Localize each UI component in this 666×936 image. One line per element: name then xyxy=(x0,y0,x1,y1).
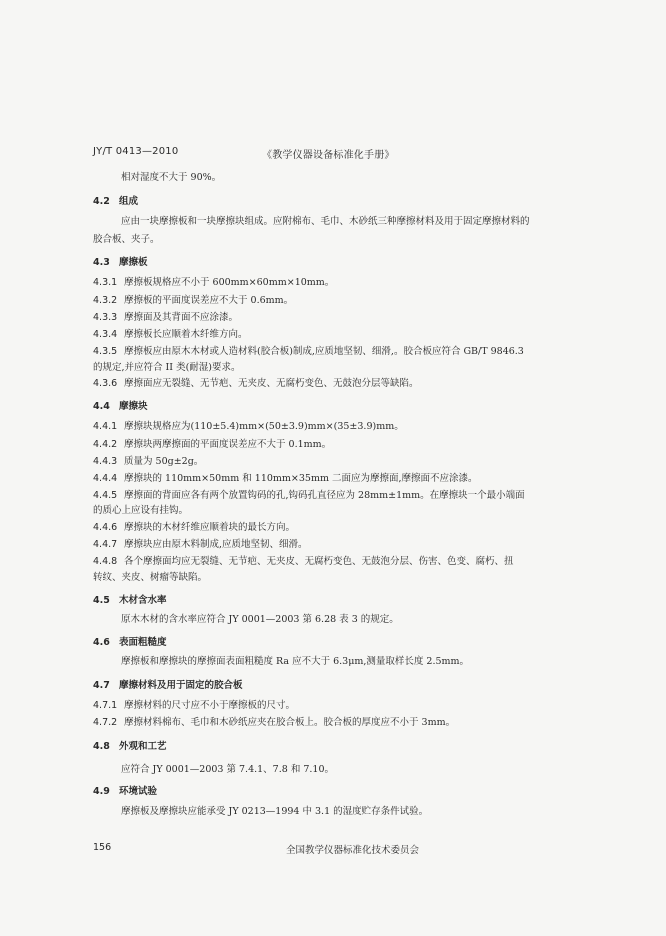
section-heading-4-2: 4.2 组成 xyxy=(93,196,139,207)
clause-4-4-4: 4.4.4 摩擦块的 110mm×50mm 和 110mm×35mm 二面应为摩擦面,摩擦面不应涂漆。 xyxy=(93,473,478,484)
clause-4-7-1: 4.7.1 摩擦材料的尺寸应不小于摩擦板的尺寸。 xyxy=(93,700,296,711)
clause-4-3-6: 4.3.6 摩擦面应无裂缝、无节疤、无夹皮、无腐朽变色、无鼓泡分层等缺陷。 xyxy=(93,378,419,389)
paragraph-appearance: 应符合 JY 0001—2003 第 7.4.1、7.8 和 7.10。 xyxy=(121,764,334,775)
page-number: 156 xyxy=(93,842,112,853)
book-title: 《教学仪器设备标准化手册》 xyxy=(262,150,395,161)
paragraph-humidity: 相对湿度不大于 90%。 xyxy=(121,172,222,183)
clause-4-4-5-cont: 的质心上应设有挂钩。 xyxy=(93,505,189,516)
paragraph-composition-1: 应由一块摩擦板和一块摩擦块组成。应附棉布、毛巾、木砂纸三种摩擦材料及用于固定摩擦材料的 xyxy=(121,216,530,227)
section-heading-4-3: 4.3 摩擦板 xyxy=(93,257,148,268)
clause-4-3-5-cont: 的规定,并应符合 II 类(耐湿)要求。 xyxy=(93,362,241,373)
section-heading-4-7: 4.7 摩擦材料及用于固定的胶合板 xyxy=(93,680,243,691)
paragraph-roughness: 摩擦板和摩擦块的摩擦面表面粗糙度 Ra 应不大于 6.3μm,测量取样长度 2.5mm。 xyxy=(121,656,470,667)
section-heading-4-9: 4.9 环境试验 xyxy=(93,786,158,797)
standard-code: JY/T 0413—2010 xyxy=(93,146,179,157)
clause-4-4-7: 4.4.7 摩擦块应由原木料制成,应质地坚韧、细滑。 xyxy=(93,539,308,550)
paragraph-environment: 摩擦板及摩擦块应能承受 JY 0213—1994 中 3.1 的湿度贮存条件试验。 xyxy=(121,806,429,817)
clause-4-4-8: 4.4.8 各个摩擦面均应无裂缝、无节疤、无夹皮、无腐朽变色、无鼓泡分层、伤害、色变、腐朽、扭 xyxy=(93,556,514,567)
clause-4-3-4: 4.3.4 摩擦板长应顺着木纤维方向。 xyxy=(93,329,248,340)
section-heading-4-4: 4.4 摩擦块 xyxy=(93,401,148,412)
paragraph-composition-2: 胶合板、夹子。 xyxy=(93,234,160,245)
clause-4-4-5: 4.4.5 摩擦面的背面应各有两个放置钩码的孔,钩码孔直径应为 28mm±1mm。在摩擦块一个最小端面 xyxy=(93,490,525,501)
clause-4-3-1: 4.3.1 摩擦板规格应不小于 600mm×60mm×10mm。 xyxy=(93,277,335,288)
clause-4-4-2: 4.4.2 摩擦块两摩擦面的平面度误差应不大于 0.1mm。 xyxy=(93,439,332,450)
clause-4-3-3: 4.3.3 摩擦面及其背面不应涂漆。 xyxy=(93,312,239,323)
section-heading-4-8: 4.8 外观和工艺 xyxy=(93,741,167,752)
clause-4-3-5: 4.3.5 摩擦板应由原木木材或人造材料(胶合板)制成,应质地坚韧、细滑,。胶合板应符合 GB/T 9846.3 xyxy=(93,346,524,357)
clause-4-4-8-cont: 转纹、夹皮、树瘤等缺陷。 xyxy=(93,572,208,583)
footer-organization: 全国教学仪器标准化技术委员会 xyxy=(286,845,420,856)
clause-4-4-3: 4.4.3 质量为 50g±2g。 xyxy=(93,456,204,467)
clause-4-4-1: 4.4.1 摩擦块规格应为(110±5.4)mm×(50±3.9)mm×(35±3.9)mm。 xyxy=(93,421,404,432)
clause-4-7-2: 4.7.2 摩擦材料棉布、毛巾和木砂纸应夹在胶合板上。胶合板的厚度应不小于 3mm。 xyxy=(93,717,456,728)
paragraph-moisture: 原木木材的含水率应符合 JY 0001—2003 第 6.28 表 3 的规定。 xyxy=(121,614,399,625)
clause-4-4-6: 4.4.6 摩擦块的木材纤维应顺着块的最长方向。 xyxy=(93,522,296,533)
section-heading-4-6: 4.6 表面粗糙度 xyxy=(93,637,167,648)
section-heading-4-5: 4.5 木材含水率 xyxy=(93,595,167,606)
clause-4-3-2: 4.3.2 摩擦板的平面度误差应不大于 0.6mm。 xyxy=(93,295,294,306)
